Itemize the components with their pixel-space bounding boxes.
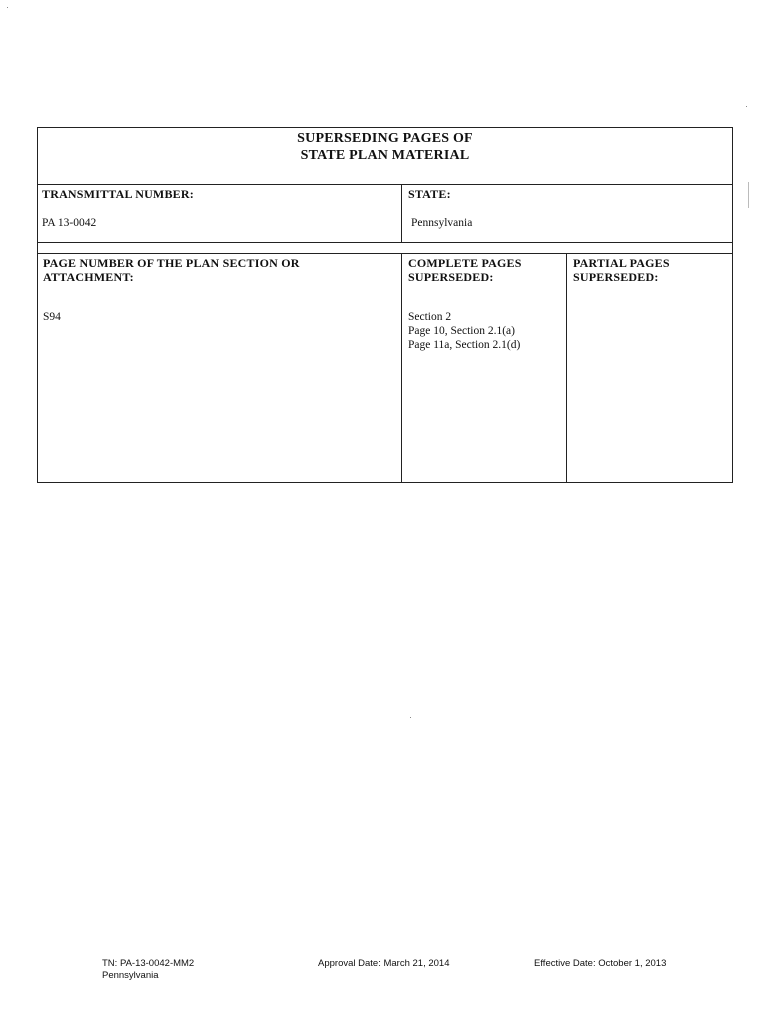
complete-pages-label-line-2: SUPERSEDED: — [408, 270, 494, 284]
form-title-line-1: SUPERSEDING PAGES OF — [297, 131, 473, 146]
scan-speck — [410, 717, 411, 718]
complete-pages-cell — [402, 254, 567, 482]
transmittal-state-row — [38, 184, 732, 242]
page-number-label-line-1: PAGE NUMBER OF THE PLAN SECTION OR — [43, 256, 300, 270]
pages-row — [38, 254, 732, 482]
transmittal-label: TRANSMITTAL NUMBER: — [42, 187, 194, 201]
form-title-line-2: STATE PLAN MATERIAL — [300, 148, 470, 163]
partial-pages-label-line-2: SUPERSEDED: — [573, 270, 659, 284]
footer-approval-date: Approval Date: March 21, 2014 — [318, 958, 450, 969]
state-cell — [402, 184, 732, 242]
complete-pages-label-line-1: COMPLETE PAGES — [408, 256, 522, 270]
page-number-value: S94 — [43, 311, 61, 323]
scan-speck — [7, 7, 8, 8]
footer-tn-block — [102, 958, 194, 982]
form-title — [38, 128, 732, 185]
page-number-cell — [38, 254, 402, 482]
complete-pages-value: Page 11a, Section 2.1(d) — [408, 339, 521, 351]
complete-pages-value: Page 10, Section 2.1(a) — [408, 325, 515, 337]
transmittal-value: PA 13-0042 — [42, 217, 97, 229]
partial-pages-label-line-1: PARTIAL PAGES — [573, 256, 670, 270]
transmittal-cell — [38, 184, 402, 242]
complete-pages-value: Section 2 — [408, 311, 452, 323]
footer-effective-date: Effective Date: October 1, 2013 — [534, 958, 667, 969]
scan-speck — [748, 182, 749, 208]
divider — [38, 242, 732, 243]
footer-state: Pennsylvania — [102, 970, 159, 981]
superseding-pages-form — [37, 127, 733, 483]
partial-pages-cell — [567, 254, 732, 482]
state-value: Pennsylvania — [411, 217, 473, 229]
scan-speck — [746, 106, 747, 107]
state-label: STATE: — [408, 187, 451, 201]
page-number-label-line-2: ATTACHMENT: — [43, 270, 134, 284]
footer-tn: TN: PA-13-0042-MM2 — [102, 958, 195, 969]
